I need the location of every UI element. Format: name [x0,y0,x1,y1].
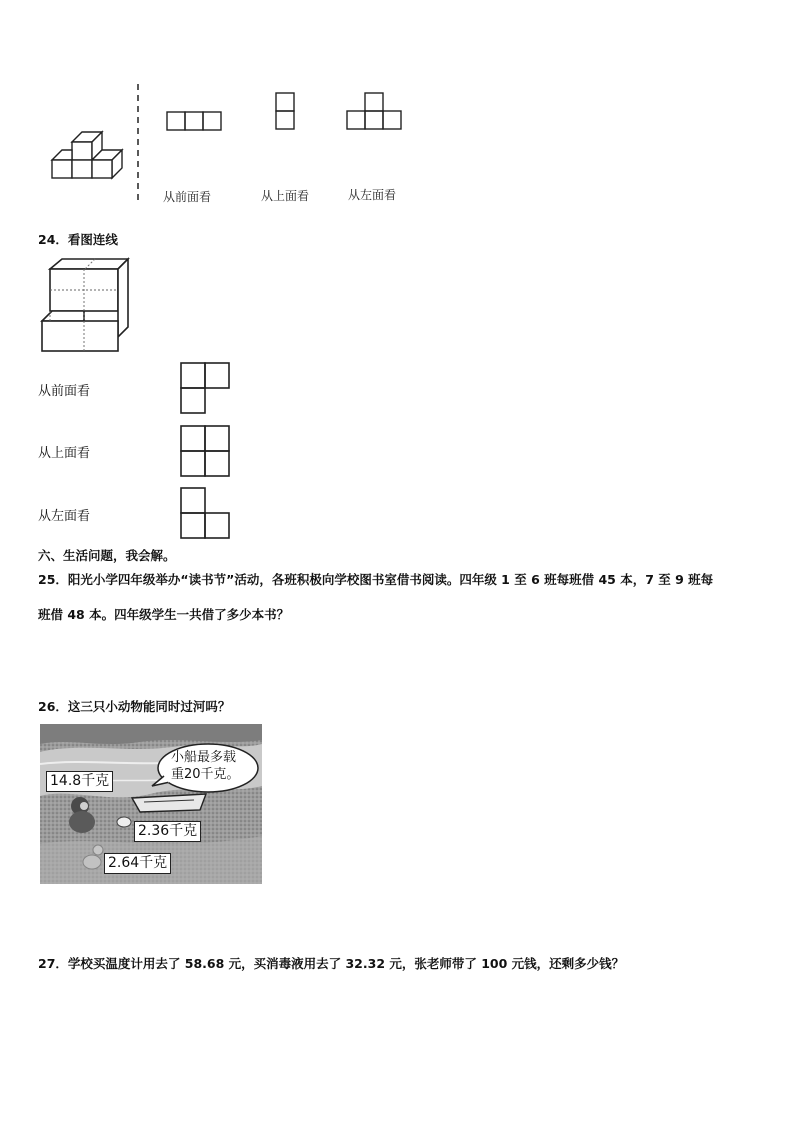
q25-line-1: 25．阳光小学四年级举办“读书节”活动，各班积极向学校图书室借书阅读。四年级 1 至 6 班每班借 45 本，7 至 9 班每 [38,572,714,587]
q23-cube-figure [44,128,126,190]
front-view-grid [166,111,222,131]
q24-label-top: 从上面看 [38,446,91,461]
q24-label-front: 从前面看 [38,384,91,399]
q24-title: 24．看图连线 [38,232,118,247]
q24-view-option-b [179,424,231,478]
q26-weight-third: 2.64千克 [104,853,171,874]
q26-weight-second: 2.36千克 [134,821,201,842]
q26-weight-monkey: 14.8千克 [46,771,113,792]
q26-bubble-line-1: 小船最多载 [171,750,237,765]
q23-left-label: 从左面看 [348,188,397,202]
left-view-grid [346,92,402,130]
q27-text: 27．学校买温度计用去了 58.68 元，买消毒液用去了 32.32 元，张老师带了 100 元钱，还剩多少钱？ [38,956,625,971]
top-view-grid [275,92,295,130]
q23-front-label: 从前面看 [163,190,212,204]
q26-bubble-line-2: 重20千克。 [171,767,240,782]
q24-view-option-c [179,486,231,540]
q25-line-2: 班借 48 本。四年级学生一共借了多少本书？ [38,607,290,622]
q24-view-option-a [179,361,231,415]
q26-title: 26．这三只小动物能同时过河吗？ [38,699,231,714]
q24-label-left: 从左面看 [38,509,91,524]
q23-top-label: 从上面看 [261,189,310,203]
divider-dashed-line [136,84,140,204]
section-6-heading: 六、生活问题，我会解。 [38,548,176,563]
q24-solid-figure [40,257,132,353]
